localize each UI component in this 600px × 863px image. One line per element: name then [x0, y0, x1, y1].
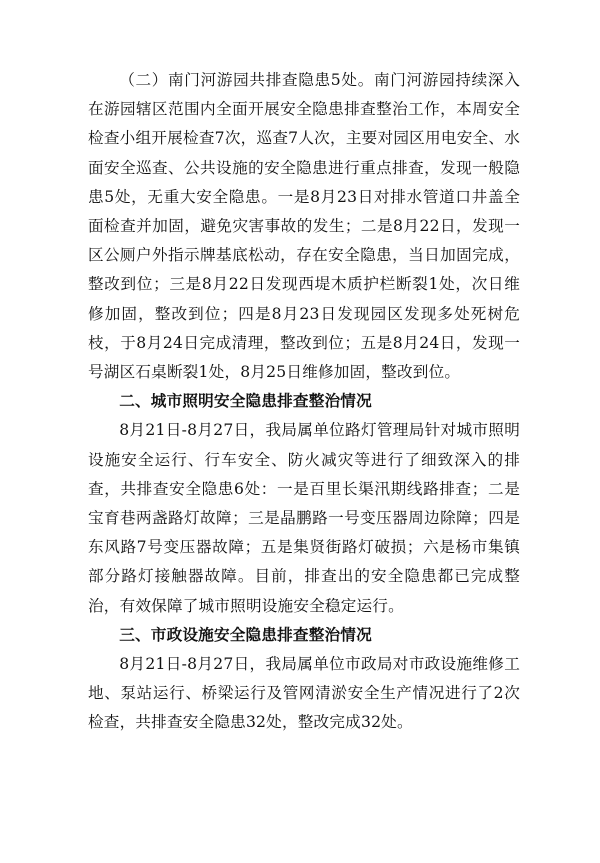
document-body: [88, 66, 520, 738]
paragraph-municipal-facilities: 8月21日-8月27日，我局属单位市政局对市政设施维修工地、泵站运行、桥梁运行及管网清淤安全生产情况进行了2次检查，共排查安全隐患32处，整改完成32处。: [88, 655, 520, 732]
heading-municipal-facilities: 三、市政设施安全隐患排查整治情况: [119, 625, 372, 644]
paragraph-city-lighting: 8月21日-8月27日，我局属单位路灯管理局针对城市照明设施安全运行、行车安全、防火减灾等进行了细致深入的排查，共排查安全隐患6处：一是百里长渠汛期线路排查；二是宝育巷两盏路灯故障；三是晶鹏路一号变压器周边除障；四是东风路7号变压器故障；五是集贤街路灯破损；六是杨市集镇部分路灯接触器故障。目前，排查出的安全隐患都已完成整治，有效保障了城市照明设施安全稳定运行。: [88, 421, 520, 615]
paragraph-south-gate-park: （二）南门河游园共排查隐患5处。南门河游园持续深入在游园辖区范围内全面开展安全隐患排查整治工作，本周安全检查小组开展检查7次，巡查7人次，主要对园区用电安全、水面安全巡查、公共设施的安全隐患进行重点排查，发现一般隐患5处，无重大安全隐患。一是8月23日对排水管道口井盖全面检查并加固，避免灾害事故的发生；二是8月22日，发现一区公厕户外指示牌基底松动，存在安全隐患，当日加固完成，整改到位；三是8月22日发现西堤木质护栏断裂1处，次日维修加固，整改到位；四是8月23日发现园区发现多处死树危枝，于8月24日完成清理，整改到位；五是8月24日，发现一号湖区石桌断裂1处，8月25日维修加固，整改到位。: [88, 71, 520, 382]
heading-city-lighting: 二、城市照明安全隐患排查整治情况: [119, 392, 372, 411]
